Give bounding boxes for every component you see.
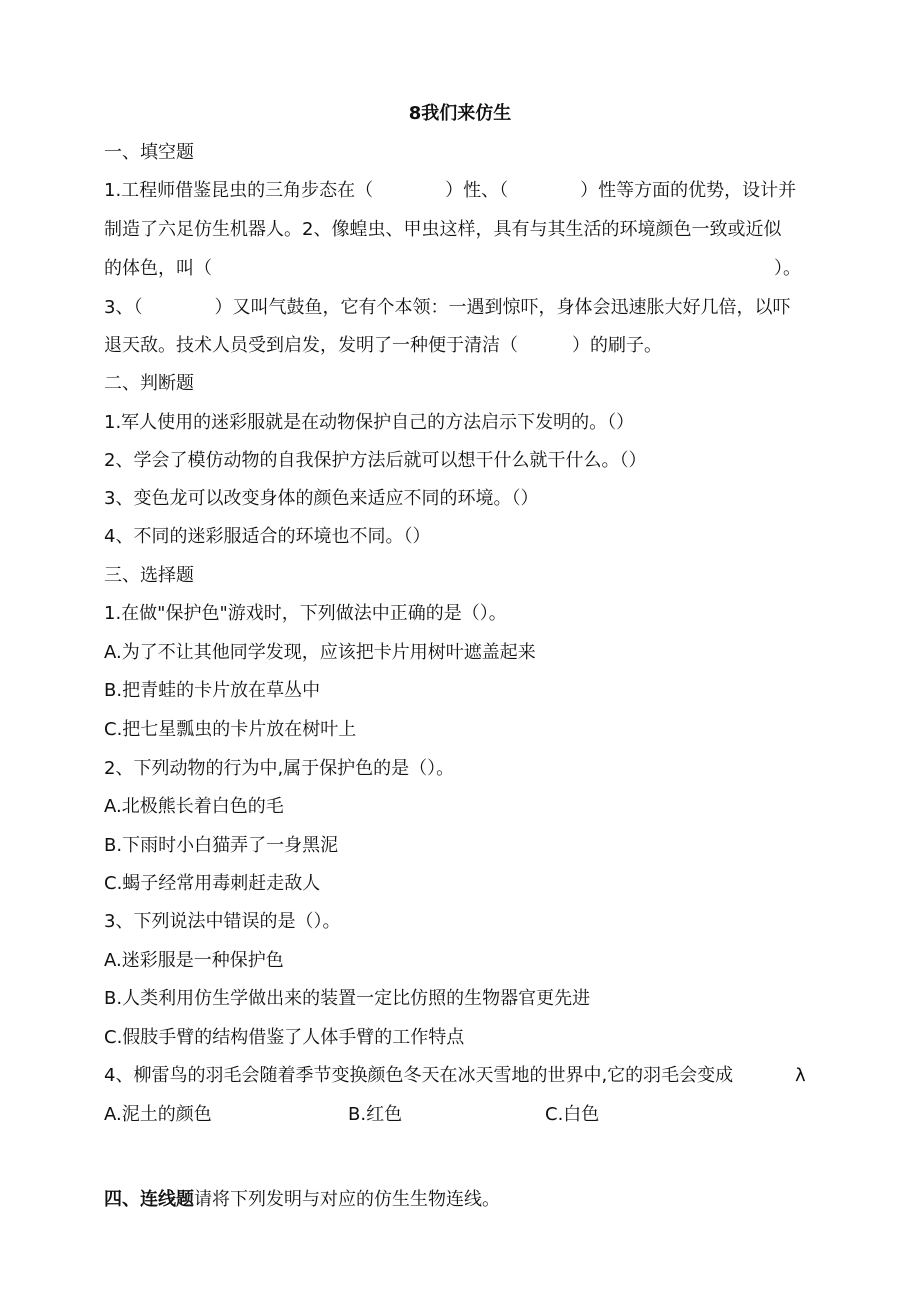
choice-q3-option-c: C.假肢手臂的结构借鉴了人体手臂的工作特点 — [104, 1027, 465, 1048]
choice-q2-option-c: C.蝎子经常用毒刺赶走敌人 — [104, 873, 321, 894]
choice-q4-tail-mark: λ — [795, 1065, 806, 1086]
judgement-question-2: 2、学会了模仿动物的自我保护方法后就可以想干什么就干什么。（） — [104, 450, 647, 471]
section-heading-fill-blank: 一、填空题 — [104, 142, 194, 163]
choice-q1-option-a: A.为了不让其他同学发现，应该把卡片用树叶遮盖起来 — [104, 642, 536, 663]
choice-q4-option-a: A.泥土的颜色 — [104, 1104, 212, 1125]
choice-q4-option-b: B.红色 — [348, 1104, 403, 1125]
fill-blank-line-4: 3、（ ）又叫气鼓鱼，它有个本领：一遇到惊吓，身体会迅速胀大好几倍，以吓 — [104, 297, 791, 318]
fill-blank-line-3-left: 的体色，叫（ — [104, 258, 212, 279]
section-heading-choice: 三、选择题 — [104, 565, 194, 586]
choice-q1-option-c: C.把七星瓢虫的卡片放在树叶上 — [104, 719, 357, 740]
judgement-question-4: 4、不同的迷彩服适合的环境也不同。（） — [104, 526, 431, 547]
choice-q1-option-b: B.把青蛙的卡片放在草丛中 — [104, 680, 321, 701]
choice-question-2: 2、下列动物的行为中,属于保护色的是（）。 — [104, 758, 455, 779]
page-title: 8我们来仿生 — [408, 103, 512, 124]
choice-q3-option-a: A.迷彩服是一种保护色 — [104, 950, 284, 971]
judgement-question-3: 3、变色龙可以改变身体的颜色来适应不同的环境。（） — [104, 488, 539, 509]
fill-blank-line-2: 制造了六足仿生机器人。2、像蝗虫、甲虫这样，具有与其生活的环境颜色一致或近似 — [104, 219, 782, 240]
judgement-question-1: 1.军人使用的迷彩服就是在动物保护自己的方法启示下发明的。（） — [104, 412, 635, 433]
fill-blank-line-5: 退天敌。技术人员受到启发，发明了一种便于清洁（ ）的刷子。 — [104, 335, 662, 356]
fill-blank-line-1: 1.工程师借鉴昆虫的三角步态在（ ）性、（ ）性等方面的优势，设计并 — [104, 180, 797, 201]
fill-blank-line-3-right: ）。 — [774, 258, 801, 279]
choice-q2-option-b: B.下雨时小白猫弄了一身黑泥 — [104, 835, 339, 856]
choice-question-3: 3、下列说法中错误的是（）。 — [104, 911, 341, 932]
section-heading-matching: 四、连线题 — [104, 1189, 194, 1210]
section-matching — [104, 1188, 500, 1212]
choice-question-4: 4、柳雷鸟的羽毛会随着季节变换颜色冬天在冰天雪地的世界中,它的羽毛会变成 — [104, 1065, 734, 1086]
section-heading-judgement: 二、判断题 — [104, 373, 194, 394]
choice-question-1: 1.在做"保护色"游戏时，下列做法中正确的是（）。 — [104, 603, 507, 624]
choice-q2-option-a: A.北极熊长着白色的毛 — [104, 796, 284, 817]
matching-instruction: 请将下列发明与对应的仿生生物连线。 — [194, 1189, 500, 1210]
choice-q4-option-c: C.白色 — [545, 1104, 600, 1125]
choice-q3-option-b: B.人类利用仿生学做出来的装置一定比仿照的生物器官更先进 — [104, 988, 591, 1009]
